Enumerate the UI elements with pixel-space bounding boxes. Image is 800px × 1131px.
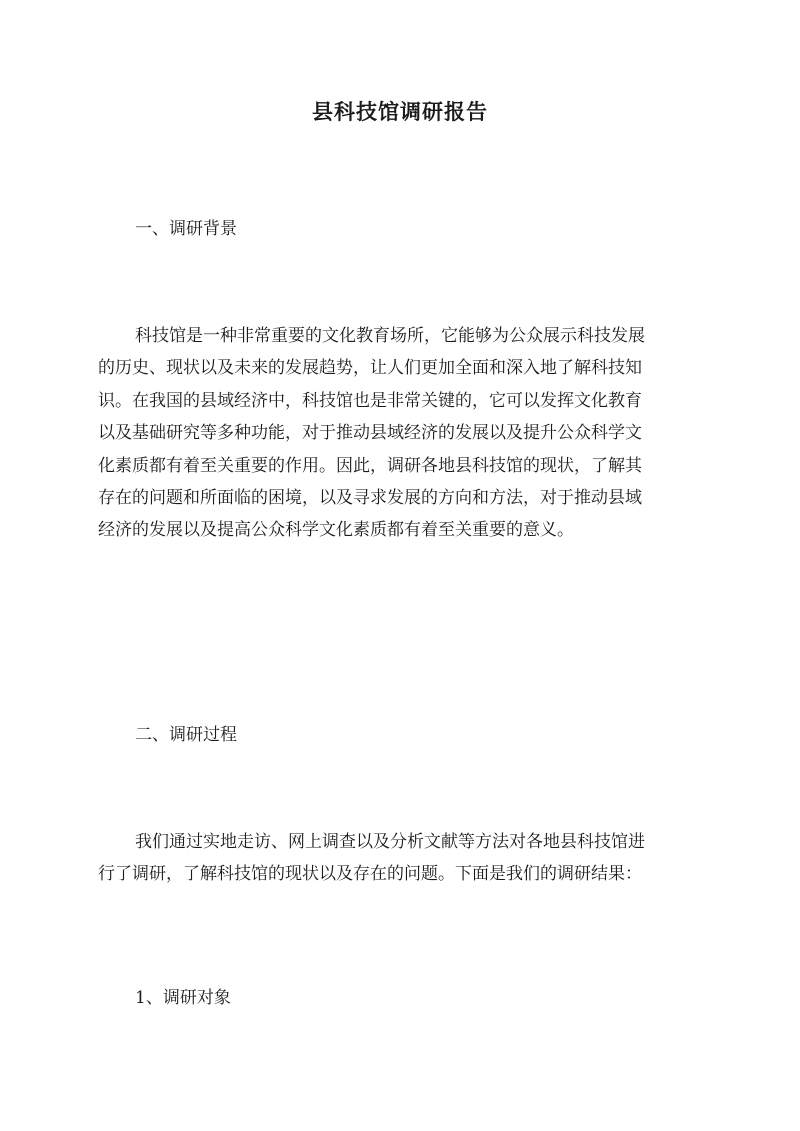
paragraph-line: 行了调研，了解科技馆的现状以及存在的问题。下面是我们的调研结果：: [98, 864, 642, 885]
paragraph-line: 识。在我国的县域经济中，科技馆也是非常关键的，它可以发挥文化教育: [98, 390, 642, 411]
section-heading-background: 一、调研背景: [135, 219, 237, 239]
paragraph-line: 存在的问题和所面临的困境，以及寻求发展的方向和方法，对于推动县域: [98, 487, 642, 508]
section-paragraph-process: [98, 826, 703, 891]
paragraph-line: 化素质都有着至关重要的作用。因此，调研各地县科技馆的现状，了解其: [98, 455, 642, 476]
paragraph-line: 经济的发展以及提高公众科学文化素质都有着至关重要的意义。: [98, 520, 574, 541]
paragraph-line: 以及基础研究等多种功能，对于推动县域经济的发展以及提升公众科学文: [98, 423, 642, 444]
subsection-heading-subjects: 1、调研对象: [135, 988, 231, 1008]
document-title: 县科技馆调研报告: [312, 99, 488, 124]
paragraph-line: 我们通过实地走访、网上调查以及分析文献等方法对各地县科技馆进: [135, 832, 645, 852]
section-heading-process: 二、调研过程: [135, 725, 237, 745]
paragraph-line: 科技馆是一种非常重要的文化教育场所，它能够为公众展示科技发展: [135, 326, 645, 346]
paragraph-line: 的历史、现状以及未来的发展趋势，让人们更加全面和深入地了解科技知: [98, 358, 642, 379]
section-paragraph-background: [98, 320, 703, 547]
